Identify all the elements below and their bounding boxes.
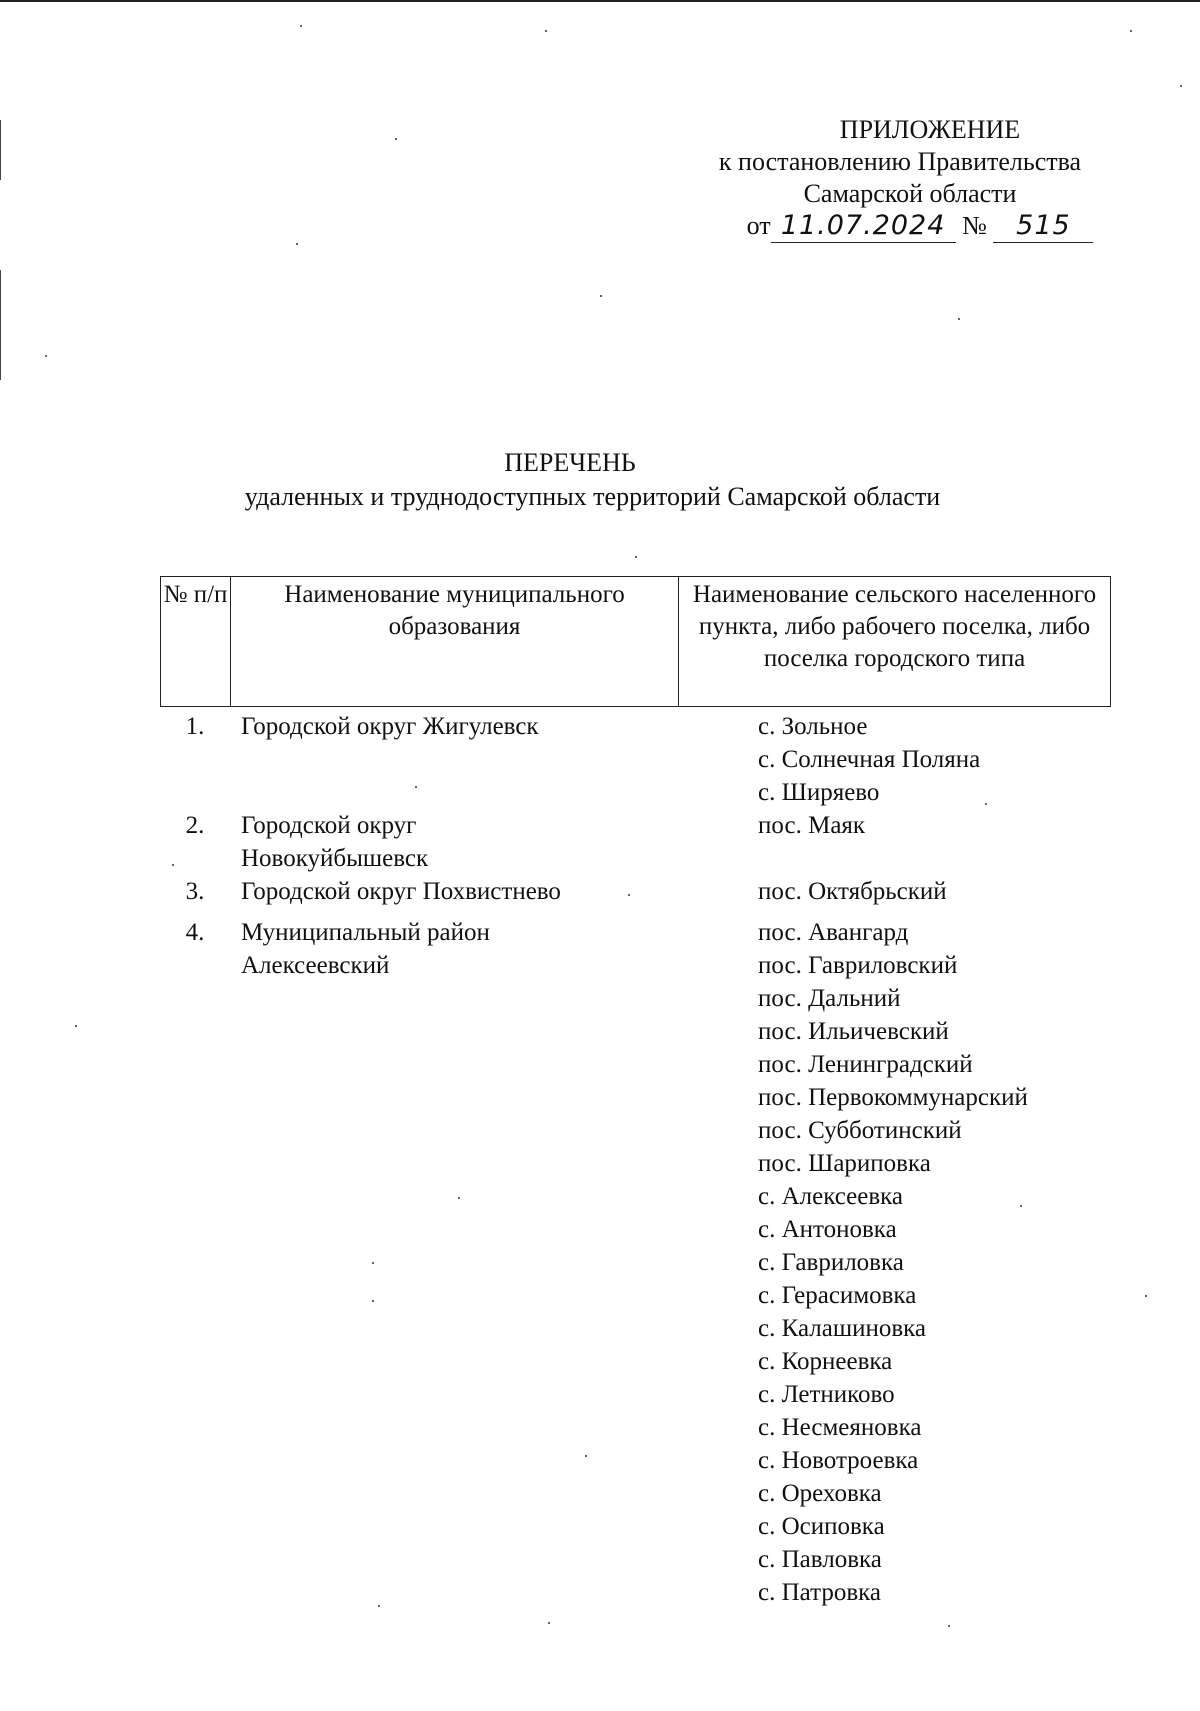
scan-speck xyxy=(545,30,547,32)
settlement-item: с. Алексеевка xyxy=(758,1183,904,1210)
appendix-signature-line xyxy=(640,210,1160,243)
scan-speck xyxy=(75,1025,77,1027)
table-header xyxy=(160,576,1111,707)
settlement-item: с. Герасимовка xyxy=(758,1282,917,1309)
table-row xyxy=(160,875,1111,908)
settlement-item: с. Осиповка xyxy=(758,1513,885,1540)
row-number: 3. xyxy=(185,878,205,905)
scan-speck xyxy=(1020,1205,1022,1207)
settlement-item: пос. Субботинский xyxy=(758,1117,962,1144)
table-row xyxy=(160,916,1111,1609)
appendix-heading: ПРИЛОЖЕНИЕ xyxy=(839,115,1021,144)
settlement-item: с. Летниково xyxy=(758,1381,895,1408)
settlement-item: пос. Первокоммунарский xyxy=(758,1084,1028,1111)
title-subtitle: удаленных и труднодоступных территорий Самарской области xyxy=(244,482,941,511)
scan-speck xyxy=(948,1625,950,1627)
appendix-line-2: Самарской области xyxy=(803,179,1017,208)
municipality-line: Муниципальный район xyxy=(241,919,490,946)
settlement-item: пос. Ильичевский xyxy=(758,1018,949,1045)
document-title xyxy=(0,446,1200,514)
from-label: от xyxy=(746,211,771,240)
scan-speck xyxy=(548,1622,550,1624)
scan-speck xyxy=(1130,30,1132,32)
scan-speck xyxy=(372,1262,374,1264)
settlement-item: пос. Гавриловский xyxy=(758,952,958,979)
municipality-line: Городской округ Жигулевск xyxy=(241,713,539,740)
row-settlements xyxy=(758,710,1111,809)
title-main: ПЕРЕЧЕНЬ xyxy=(504,448,636,477)
scan-edge-mark xyxy=(0,120,1,180)
row-municipality xyxy=(160,809,758,875)
scan-speck xyxy=(585,1455,587,1457)
scan-speck xyxy=(600,295,602,297)
row-settlements xyxy=(758,809,1111,875)
scan-edge-mark xyxy=(0,270,1,380)
scan-speck xyxy=(45,355,47,357)
scan-speck xyxy=(635,556,637,558)
scan-speck xyxy=(372,1300,374,1302)
settlement-item: с. Солнечная Поляна xyxy=(758,746,981,773)
settlement-item: с. Павловка xyxy=(758,1546,882,1573)
settlement-item: пос. Ленинградский xyxy=(758,1051,973,1078)
row-number: 2. xyxy=(185,812,205,839)
settlement-item: пос. Шариповка xyxy=(758,1150,931,1177)
header-number: № п/п xyxy=(161,577,231,706)
settlement-item: пос. Авангард xyxy=(758,919,909,946)
settlement-item: с. Антоновка xyxy=(758,1216,897,1243)
scan-speck xyxy=(415,786,417,788)
appendix-line-1: к постановлению Правительства xyxy=(718,147,1082,176)
settlement-item: пос. Октябрьский xyxy=(758,878,947,905)
scan-speck xyxy=(395,138,397,140)
settlement-item: с. Калашиновка xyxy=(758,1315,927,1342)
row-municipality xyxy=(160,916,758,1609)
handwritten-date: 11.07.2024 xyxy=(771,210,956,243)
appendix-block xyxy=(640,114,1160,243)
municipality-line: Новокуйбышевск xyxy=(241,845,429,872)
row-settlements xyxy=(758,916,1111,1609)
municipality-line: Городской округ Похвистнево xyxy=(241,878,561,905)
header-municipality: Наименование муниципального образования xyxy=(231,577,679,706)
settlement-item: с. Корнеевка xyxy=(758,1348,893,1375)
settlement-item: с. Зольное xyxy=(758,713,868,740)
settlement-item: с. Новотроевка xyxy=(758,1447,919,1474)
table-row xyxy=(160,809,1111,875)
row-municipality xyxy=(160,875,758,908)
scan-speck xyxy=(1145,1295,1147,1297)
scan-speck xyxy=(300,25,302,27)
scan-speck xyxy=(458,1197,460,1199)
row-settlements xyxy=(758,875,1111,908)
scan-top-edge xyxy=(0,0,1200,2)
table-body xyxy=(160,710,1111,1609)
settlement-item: с. Ореховка xyxy=(758,1480,882,1507)
settlement-item: с. Гавриловка xyxy=(758,1249,904,1276)
number-label: № xyxy=(962,211,987,240)
scan-speck xyxy=(172,864,174,866)
settlement-item: с. Несмеяновка xyxy=(758,1414,922,1441)
header-settlement: Наименование сельского населенного пункта, либо рабочего поселка, либо поселка городского типа xyxy=(692,581,1097,672)
scan-speck xyxy=(985,803,987,805)
row-number: 4. xyxy=(185,919,205,946)
settlement-item: пос. Маяк xyxy=(758,812,866,839)
scan-speck xyxy=(296,243,298,245)
scan-speck xyxy=(1180,85,1182,87)
settlement-item: с. Патровка xyxy=(758,1579,881,1606)
scan-speck xyxy=(958,318,960,320)
municipality-line: Городской округ xyxy=(241,812,417,839)
municipality-line: Алексеевский xyxy=(241,952,390,979)
scan-speck xyxy=(378,1605,380,1607)
row-number: 1. xyxy=(185,713,205,740)
settlement-item: пос. Дальний xyxy=(758,985,901,1012)
settlement-item: с. Ширяево xyxy=(758,779,880,806)
scan-speck xyxy=(628,894,630,896)
table-row xyxy=(160,710,1111,809)
handwritten-number: 515 xyxy=(993,210,1093,243)
row-municipality xyxy=(160,710,758,809)
